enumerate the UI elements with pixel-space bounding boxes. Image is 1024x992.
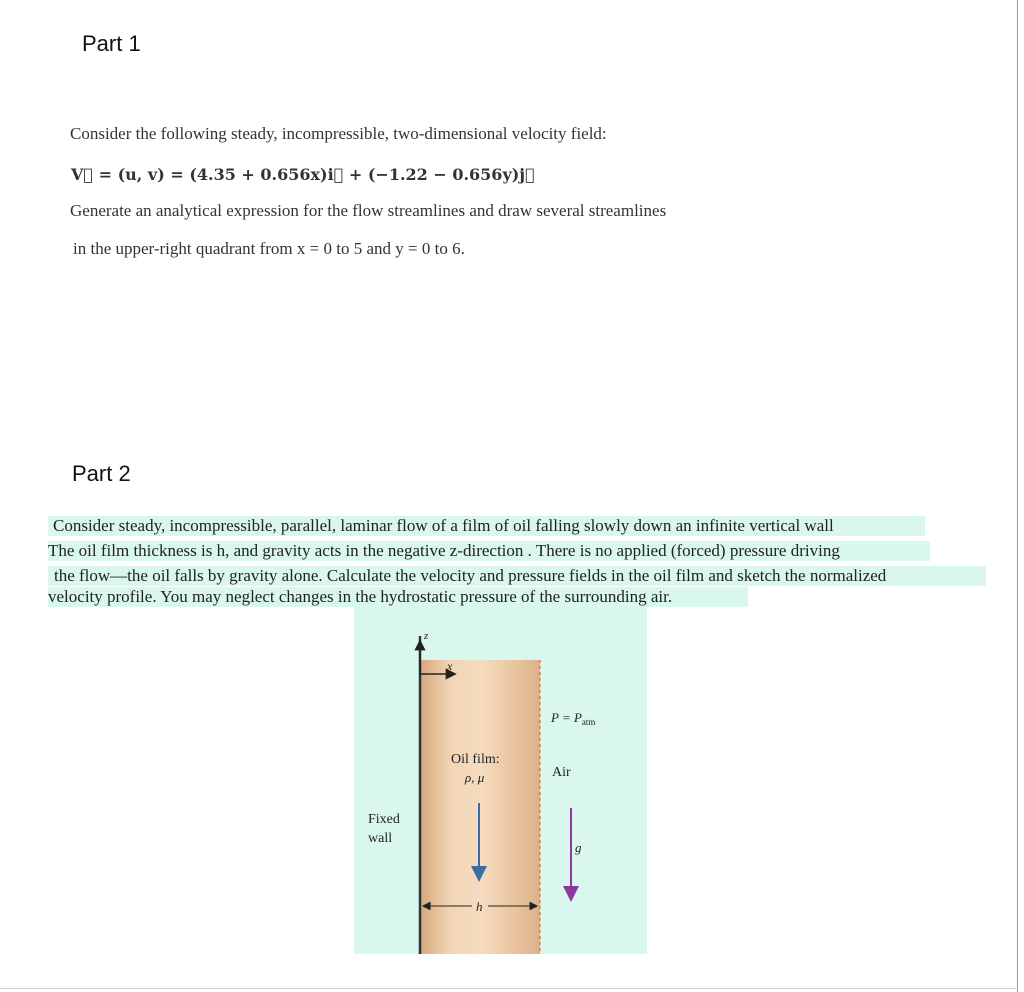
part1-intro: Consider the following steady, incompressible, two-dimensional velocity field: xyxy=(70,124,607,143)
gravity-label: g⃗ xyxy=(575,840,592,855)
part2-line-2: The oil film thickness is h, and gravity acts in the negative z-direction . There is no applied (forced) pressure driving xyxy=(48,541,930,561)
pressure-label: $P = P_{atm}$ xyxy=(551,710,596,727)
fixed-wall-label-1: Fixed xyxy=(368,812,400,827)
oil-film-label: Oil film: xyxy=(451,752,500,767)
air-label: Air xyxy=(552,765,571,780)
oil-film-diagram xyxy=(354,606,647,954)
part2-heading: Part 2 xyxy=(72,461,131,486)
oil-properties-label: ρ, μ xyxy=(465,770,485,785)
thickness-label: h xyxy=(476,899,483,914)
velocity-equation: V⃗ = (u, v) = (4.35 + 0.656x)i⃗ + (−1.22 − 0.656y)j⃗ xyxy=(71,165,535,184)
part1-line2: in the upper-right quadrant from x = 0 to 5 and y = 0 to 6. xyxy=(73,239,465,258)
part1-heading: Part 1 xyxy=(82,31,141,56)
oil-film-figure xyxy=(354,606,647,954)
page-edge xyxy=(1017,0,1018,992)
part2-line-1: Consider steady, incompressible, parallel, laminar flow of a film of oil falling slowly down an infinite vertical wall xyxy=(48,516,925,536)
x-axis-label: x xyxy=(447,659,453,673)
z-axis-label: z xyxy=(424,630,429,642)
part2-line-3: the flow—the oil falls by gravity alone. Calculate the velocity and pressure fields in the oil film and sketch the normalized xyxy=(48,566,986,586)
part1-line1: Generate an analytical expression for the flow streamlines and draw several streamlines xyxy=(70,201,667,220)
part2-line-4: velocity profile. You may neglect changes in the hydrostatic pressure of the surrounding air. xyxy=(48,587,748,607)
page-bottom-edge xyxy=(0,988,1018,989)
fixed-wall-label-2: wall xyxy=(368,831,393,846)
